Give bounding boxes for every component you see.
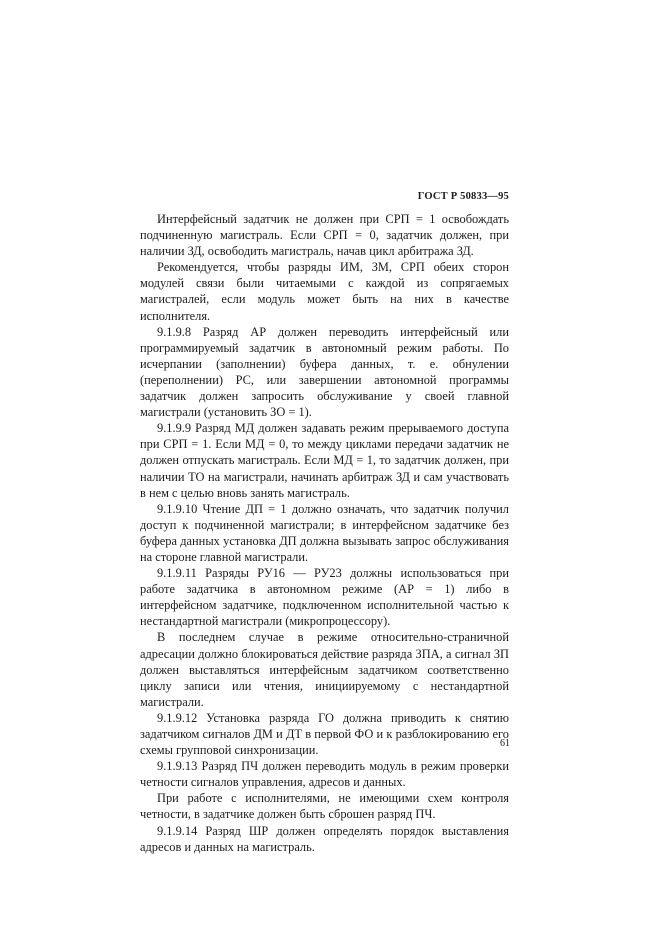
paragraph-9-1-9-9: 9.1.9.9 Разряд МД должен задавать режим прерываемого доступа при СРП = 1. Если МД = 0, то между циклами передачи задатчик не должен отпускать магистраль. Если МД = 1, то задатчик должен, при наличии ТО на магистрали, начинать арбитраж ЗД и сам участвовать в нем с целью вновь занять магистраль. — [140, 421, 509, 500]
paragraph-9-1-9-11: 9.1.9.11 Разряды РУ16 — РУ23 должны использоваться при работе задатчика в автономном режиме (АР = 1) либо в интерфейсном задатчике, подключенном исполнительной частью к нестандартной магистрали (микропроцессору). — [140, 566, 509, 629]
paragraph-parity: При работе с исполнителями, не имеющими схем контроля четности, в задатчике должен быть сброшен разряд ПЧ. — [140, 791, 509, 822]
paragraph-9-1-9-10: 9.1.9.10 Чтение ДП = 1 должно означать, что задатчик получил доступ к подчиненной магистрали; в интерфейсном задатчике без буфера данных установка ДП должна вызывать запрос обслуживания на стороне главной магистрали. — [140, 501, 509, 564]
body-text — [140, 211, 509, 855]
paragraph-srp-release: Интерфейсный задатчик не должен при СРП = 1 освобождать подчиненную магистраль. Если СРП = 0, задатчик должен, при наличии ЗД, освободить магистраль, начав цикл арбитража ЗД. — [140, 212, 509, 259]
paragraph-9-1-9-14: 9.1.9.14 Разряд ШР должен определять порядок выставления адресов и данных на магистраль. — [140, 823, 509, 854]
paragraph-recommendation: Рекомендуется, чтобы разряды ИМ, ЗМ, СРП обеих сторон модулей связи были читаемыми с каждой из сопрягаемых магистралей, если модуль может быть на них в качестве исполнителя. — [140, 260, 509, 323]
page-number: 61 — [500, 738, 510, 749]
standard-designation: ГОСТ Р 50833—95 — [417, 191, 509, 202]
paragraph-9-1-9-8: 9.1.9.8 Разряд АР должен переводить интерфейсный или программируемый задатчик в автономный режим работы. По исчерпании (заполнении) буфера данных, т. е. обнулении (переполнении) РС, или завершении автономной программы задатчик должен запросить обслуживание у своей главной магистрали (установить ЗО = 1). — [140, 324, 509, 420]
paragraph-9-1-9-13: 9.1.9.13 Разряд ПЧ должен переводить модуль в режим проверки четности сигналов управления, адресов и данных. — [140, 759, 509, 790]
paragraph-9-1-9-12: 9.1.9.12 Установка разряда ГО должна приводить к снятию задатчиком сигналов ДМ и ДТ в первой ФО и к разблокированию его схемы групповой синхронизации. — [140, 710, 509, 758]
paragraph-last-case: В последнем случае в режиме относительно-страничной адресации должно блокироваться действие разряда ЗПА, а сигнал ЗП должен выставляться интерфейсным задатчиком соответственно циклу записи или чтения, инициируемому с нестандартной магистрали. — [140, 630, 509, 709]
